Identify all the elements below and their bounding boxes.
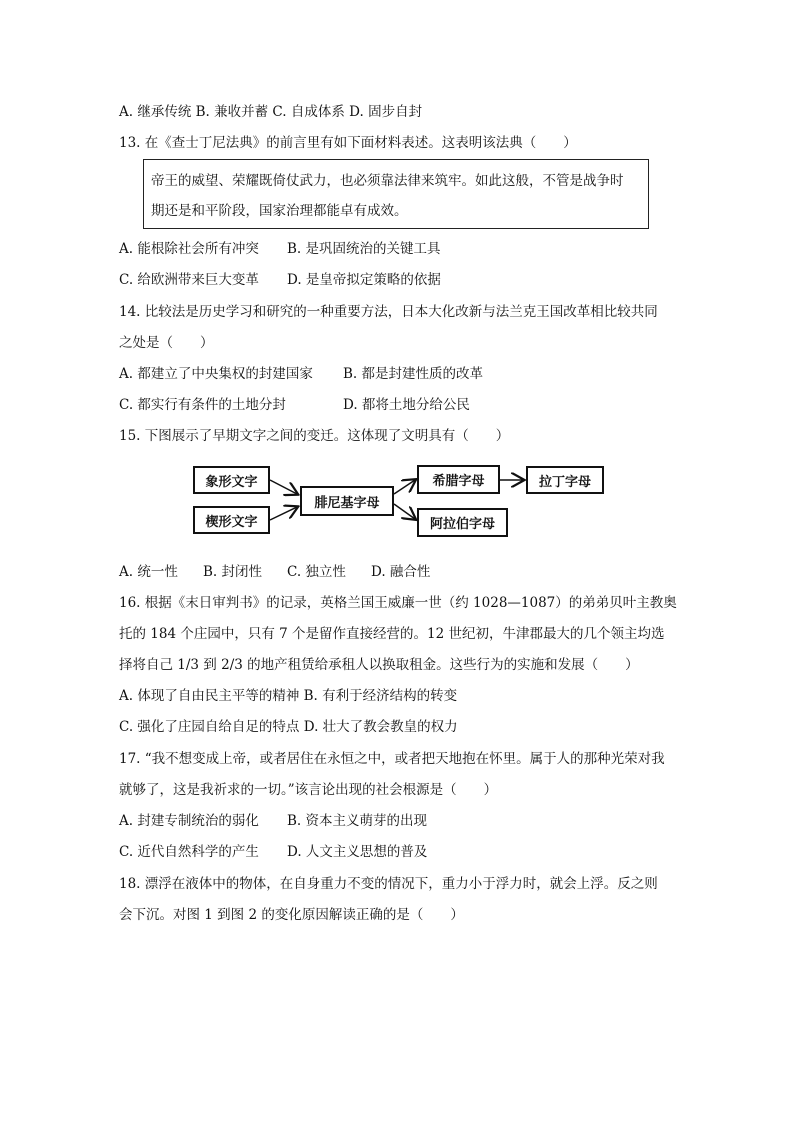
q16-options-ab: A. 体现了自由民主平等的精神 B. 有利于经济结构的转变 [119, 688, 458, 704]
q14-option-c: C. 都实行有条件的土地分封 [119, 397, 286, 413]
q17-option-b: B. 资本主义萌芽的出现 [287, 813, 428, 829]
q14-option-d: D. 都将土地分给公民 [343, 397, 470, 413]
box-arabic: 阿拉伯字母 [417, 508, 508, 537]
box-cuneiform: 楔形文字 [193, 506, 270, 534]
q14-stem-line-1: 14. 比较法是历史学习和研究的一种重要方法，日本大化改新与法兰克王国改革相比较共同 [119, 304, 658, 320]
q12-options: A. 继承传统 B. 兼收并蓄 C. 自成体系 D. 固步自封 [119, 104, 423, 120]
q14-stem-line-2: 之处是（ ） [119, 335, 214, 351]
q18-stem-line-2: 会下沉。对图 1 到图 2 的变化原因解读正确的是（ ） [119, 907, 464, 923]
q16-stem-line-3: 择将自己 1/3 到 2/3 的地产租赁给承租人以换取租金。这些行为的实施和发展（ ） [119, 657, 639, 673]
arrow-pictographic-to-phoenician [270, 480, 297, 494]
q13-option-c: C. 给欧洲带来巨大变革 [119, 272, 259, 288]
arrow-phoenician-to-greek [394, 480, 415, 494]
q13-option-b: B. 是巩固统治的关键工具 [287, 241, 441, 257]
q18-stem-line-1: 18. 漂浮在液体中的物体，在自身重力不变的情况下，重力小于浮力时，就会上浮。反之则 [119, 876, 658, 892]
q14-option-b: B. 都是封建性质的改革 [343, 366, 484, 382]
arrow-phoenician-to-arabic [394, 504, 415, 519]
q15-stem: 15. 下图展示了早期文字之间的变迁。这体现了文明具有（ ） [119, 428, 510, 444]
q15-option-a: A. 统一性 [119, 564, 178, 580]
q17-option-d: D. 人文主义思想的普及 [287, 844, 428, 860]
box-pictographic: 象形文字 [193, 466, 270, 494]
q13-quote-line-2: 期还是和平阶段，国家治理都能卓有成效。 [151, 203, 408, 219]
q16-stem-line-1: 16. 根据《末日审判书》的记录，英格兰国王威廉一世（约 1028—1087）的弟弟贝叶主教奥 [119, 595, 677, 611]
q13-option-d: D. 是皇帝拟定策略的依据 [287, 272, 441, 288]
q15-option-b: B. 封闭性 [203, 564, 263, 580]
q17-option-c: C. 近代自然科学的产生 [119, 844, 259, 860]
box-latin: 拉丁字母 [526, 466, 604, 494]
box-phoenician: 腓尼基字母 [300, 486, 394, 516]
q13-stem: 13. 在《查士丁尼法典》的前言里有如下面材料表述。这表明该法典（ ） [119, 135, 577, 151]
q15-option-c: C. 独立性 [287, 564, 346, 580]
q14-option-a: A. 都建立了中央集权的封建国家 [119, 366, 313, 382]
q16-stem-line-2: 托的 184 个庄园中，只有 7 个是留作直接经营的。12 世纪初，牛津郡最大的几个领主均选 [119, 626, 665, 642]
q17-option-a: A. 封建专制统治的弱化 [119, 813, 259, 829]
q16-options-cd: C. 强化了庄园自给自足的特点 D. 壮大了教会教皇的权力 [119, 719, 458, 735]
q13-option-a: A. 能根除社会所有冲突 [119, 241, 259, 257]
q17-stem-line-2: 就够了，这是我祈求的一切。”该言论出现的社会根源是（ ） [119, 782, 498, 798]
arrow-cuneiform-to-phoenician [270, 507, 297, 520]
q13-quote-line-1: 帝王的威望、荣耀既倚仗武力，也必须靠法律来筑牢。如此这般，不管是战争时 [151, 173, 624, 189]
q15-option-d: D. 融合性 [371, 564, 431, 580]
q17-stem-line-1: 17. “我不想变成上帝，或者居住在永恒之中，或者把天地抱在怀里。属于人的那种光荣对我 [119, 751, 665, 767]
box-greek: 希腊字母 [417, 465, 500, 494]
